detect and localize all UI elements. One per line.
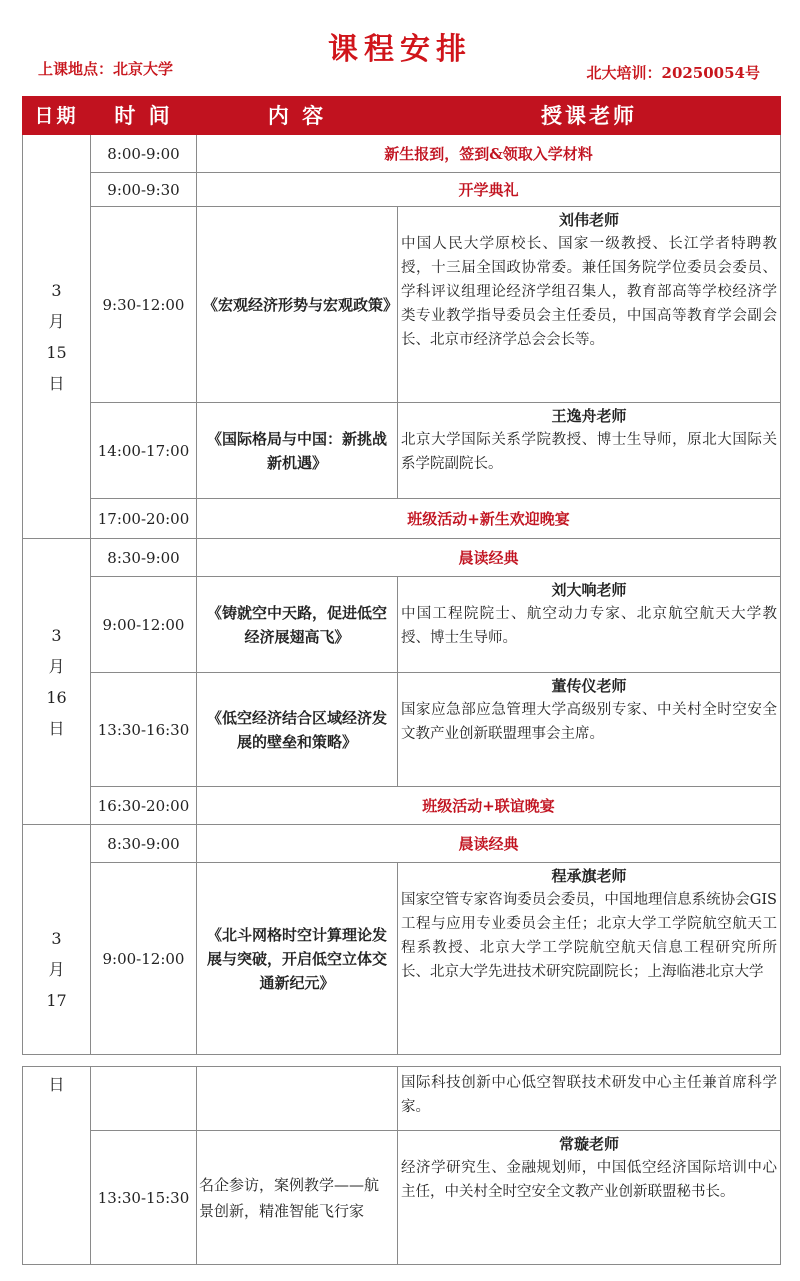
event-cell: 班级活动+联谊晚宴 xyxy=(197,787,781,825)
date-cell-day2 xyxy=(23,539,91,825)
date-part: 17 xyxy=(46,991,67,1010)
teacher-name: 程承旗老师 xyxy=(551,867,627,885)
table-row xyxy=(23,403,781,499)
teacher-name: 刘大响老师 xyxy=(551,581,627,599)
table-row xyxy=(23,673,781,787)
time-cell: 9:00-12:00 xyxy=(91,863,197,1055)
table-row xyxy=(23,135,781,173)
course-topic: 《铸就空中天路，促进低空经济展翅高飞》 xyxy=(197,577,398,673)
time-cell xyxy=(91,1067,197,1131)
event-cell: 班级活动+新生欢迎晚宴 xyxy=(197,499,781,539)
time-cell: 13:30-15:30 xyxy=(91,1131,197,1265)
training-code: 北大培训：20250054号 xyxy=(586,64,760,82)
table-row xyxy=(23,207,781,403)
teacher-cell xyxy=(398,207,781,403)
time-cell: 13:30-16:30 xyxy=(91,673,197,787)
teacher-bio: 中国工程院院士、航空动力专家、北京航空航天大学教授、博士生导师。 xyxy=(401,606,777,646)
time-cell: 8:30-9:00 xyxy=(91,539,197,577)
event-cell: 开学典礼 xyxy=(197,173,781,207)
date-cell-day1 xyxy=(23,135,91,539)
teacher-cell xyxy=(398,673,781,787)
date-part: 3 xyxy=(51,625,62,645)
header-time: 时 间 xyxy=(91,97,197,135)
time-cell: 17:00-20:00 xyxy=(91,499,197,539)
date-part: 3 xyxy=(51,280,62,300)
schedule-table xyxy=(22,96,781,1055)
time-cell: 8:30-9:00 xyxy=(91,825,197,863)
teacher-cell xyxy=(398,403,781,499)
table-row xyxy=(23,787,781,825)
time-cell: 14:00-17:00 xyxy=(91,403,197,499)
class-location: 上课地点：北京大学 xyxy=(38,60,174,78)
time-cell: 9:30-12:00 xyxy=(91,207,197,403)
event-cell: 新生报到，签到&领取入学材料 xyxy=(197,135,781,173)
time-cell: 9:00-9:30 xyxy=(91,173,197,207)
date-part: 日 xyxy=(48,373,65,393)
table-header-row xyxy=(23,97,781,135)
teacher-name: 董传仪老师 xyxy=(551,677,627,695)
teacher-name: 王逸舟老师 xyxy=(551,407,627,425)
course-topic: 《低空经济结合区域经济发展的壁垒和策略》 xyxy=(197,673,398,787)
teacher-cell xyxy=(398,863,781,1055)
teacher-bio: 中国人民大学原校长、国家一级教授、长江学者特聘教授，十三届全国政协常委。兼任国务院学位委员会委员、学科评议组理论经济学组召集人，教育部高等学校经济学类专业教学指导委员会主任委员，中国高等教育学会副会长、北京市经济学总会会长等。 xyxy=(401,236,777,348)
date-part: 16 xyxy=(46,687,67,707)
date-part: 3 xyxy=(51,929,62,948)
table-row xyxy=(23,173,781,207)
table-row xyxy=(23,1067,781,1131)
page-title: 课程安排 xyxy=(328,32,472,67)
header-content: 内 容 xyxy=(197,97,398,135)
table-row xyxy=(23,499,781,539)
date-part: 日 xyxy=(48,718,65,738)
teacher-name: 常璇老师 xyxy=(558,1135,619,1153)
teacher-bio: 国家空管专家咨询委员会委员，中国地理信息系统协会GIS工程与应用专业委员会主任；北京大学工学院航空航天工程系教授、北京大学工学院航空航天信息工程研究所所长、北京大学先进技术研究院副院长；上海临港北京大学 xyxy=(401,892,777,980)
header-teacher: 授课老师 xyxy=(398,97,781,135)
teacher-cell xyxy=(398,577,781,673)
teacher-name: 刘伟老师 xyxy=(558,211,619,229)
date-cell-day3 xyxy=(23,825,91,1055)
time-cell: 8:00-9:00 xyxy=(91,135,197,173)
course-topic xyxy=(197,1067,398,1131)
table-row xyxy=(23,539,781,577)
course-topic: 《国际格局与中国：新挑战 新机遇》 xyxy=(197,403,398,499)
course-topic: 《北斗网格时空计算理论发展与突破，开启低空立体交通新纪元》 xyxy=(197,863,398,1055)
table-row xyxy=(23,1131,781,1265)
time-cell: 9:00-12:00 xyxy=(91,577,197,673)
date-part: 月 xyxy=(48,311,65,331)
table-row xyxy=(23,825,781,863)
table-row xyxy=(23,577,781,673)
course-topic: 名企参访，案例教学——航景创新，精准智能飞行家 xyxy=(197,1131,398,1265)
date-part: 月 xyxy=(48,656,65,676)
teacher-bio: 经济学研究生、金融规划师，中国低空经济国际培训中心主任，中关村全时空安全文教产业创新联盟秘书长。 xyxy=(401,1160,777,1200)
date-cell-day3-continued: 日 xyxy=(23,1067,91,1265)
table-row xyxy=(23,863,781,1055)
date-part: 月 xyxy=(48,960,65,979)
course-topic: 《宏观经济形势与宏观政策》 xyxy=(197,207,398,403)
header-date: 日期 xyxy=(23,97,91,135)
teacher-bio: 国家应急部应急管理大学高级别专家、中关村全时空安全文教产业创新联盟理事会主席。 xyxy=(401,702,777,742)
schedule-table-continued xyxy=(22,1066,781,1265)
teacher-bio: 北京大学国际关系学院教授、博士生导师，原北大国际关系学院副院长。 xyxy=(401,432,777,472)
teacher-cell xyxy=(398,1131,781,1265)
event-cell: 晨读经典 xyxy=(197,825,781,863)
event-cell: 晨读经典 xyxy=(197,539,781,577)
teacher-bio: 国际科技创新中心低空智联技术研发中心主任兼首席科学家。 xyxy=(401,1075,777,1115)
date-part: 15 xyxy=(46,342,67,362)
teacher-cell xyxy=(398,1067,781,1131)
time-cell: 16:30-20:00 xyxy=(91,787,197,825)
